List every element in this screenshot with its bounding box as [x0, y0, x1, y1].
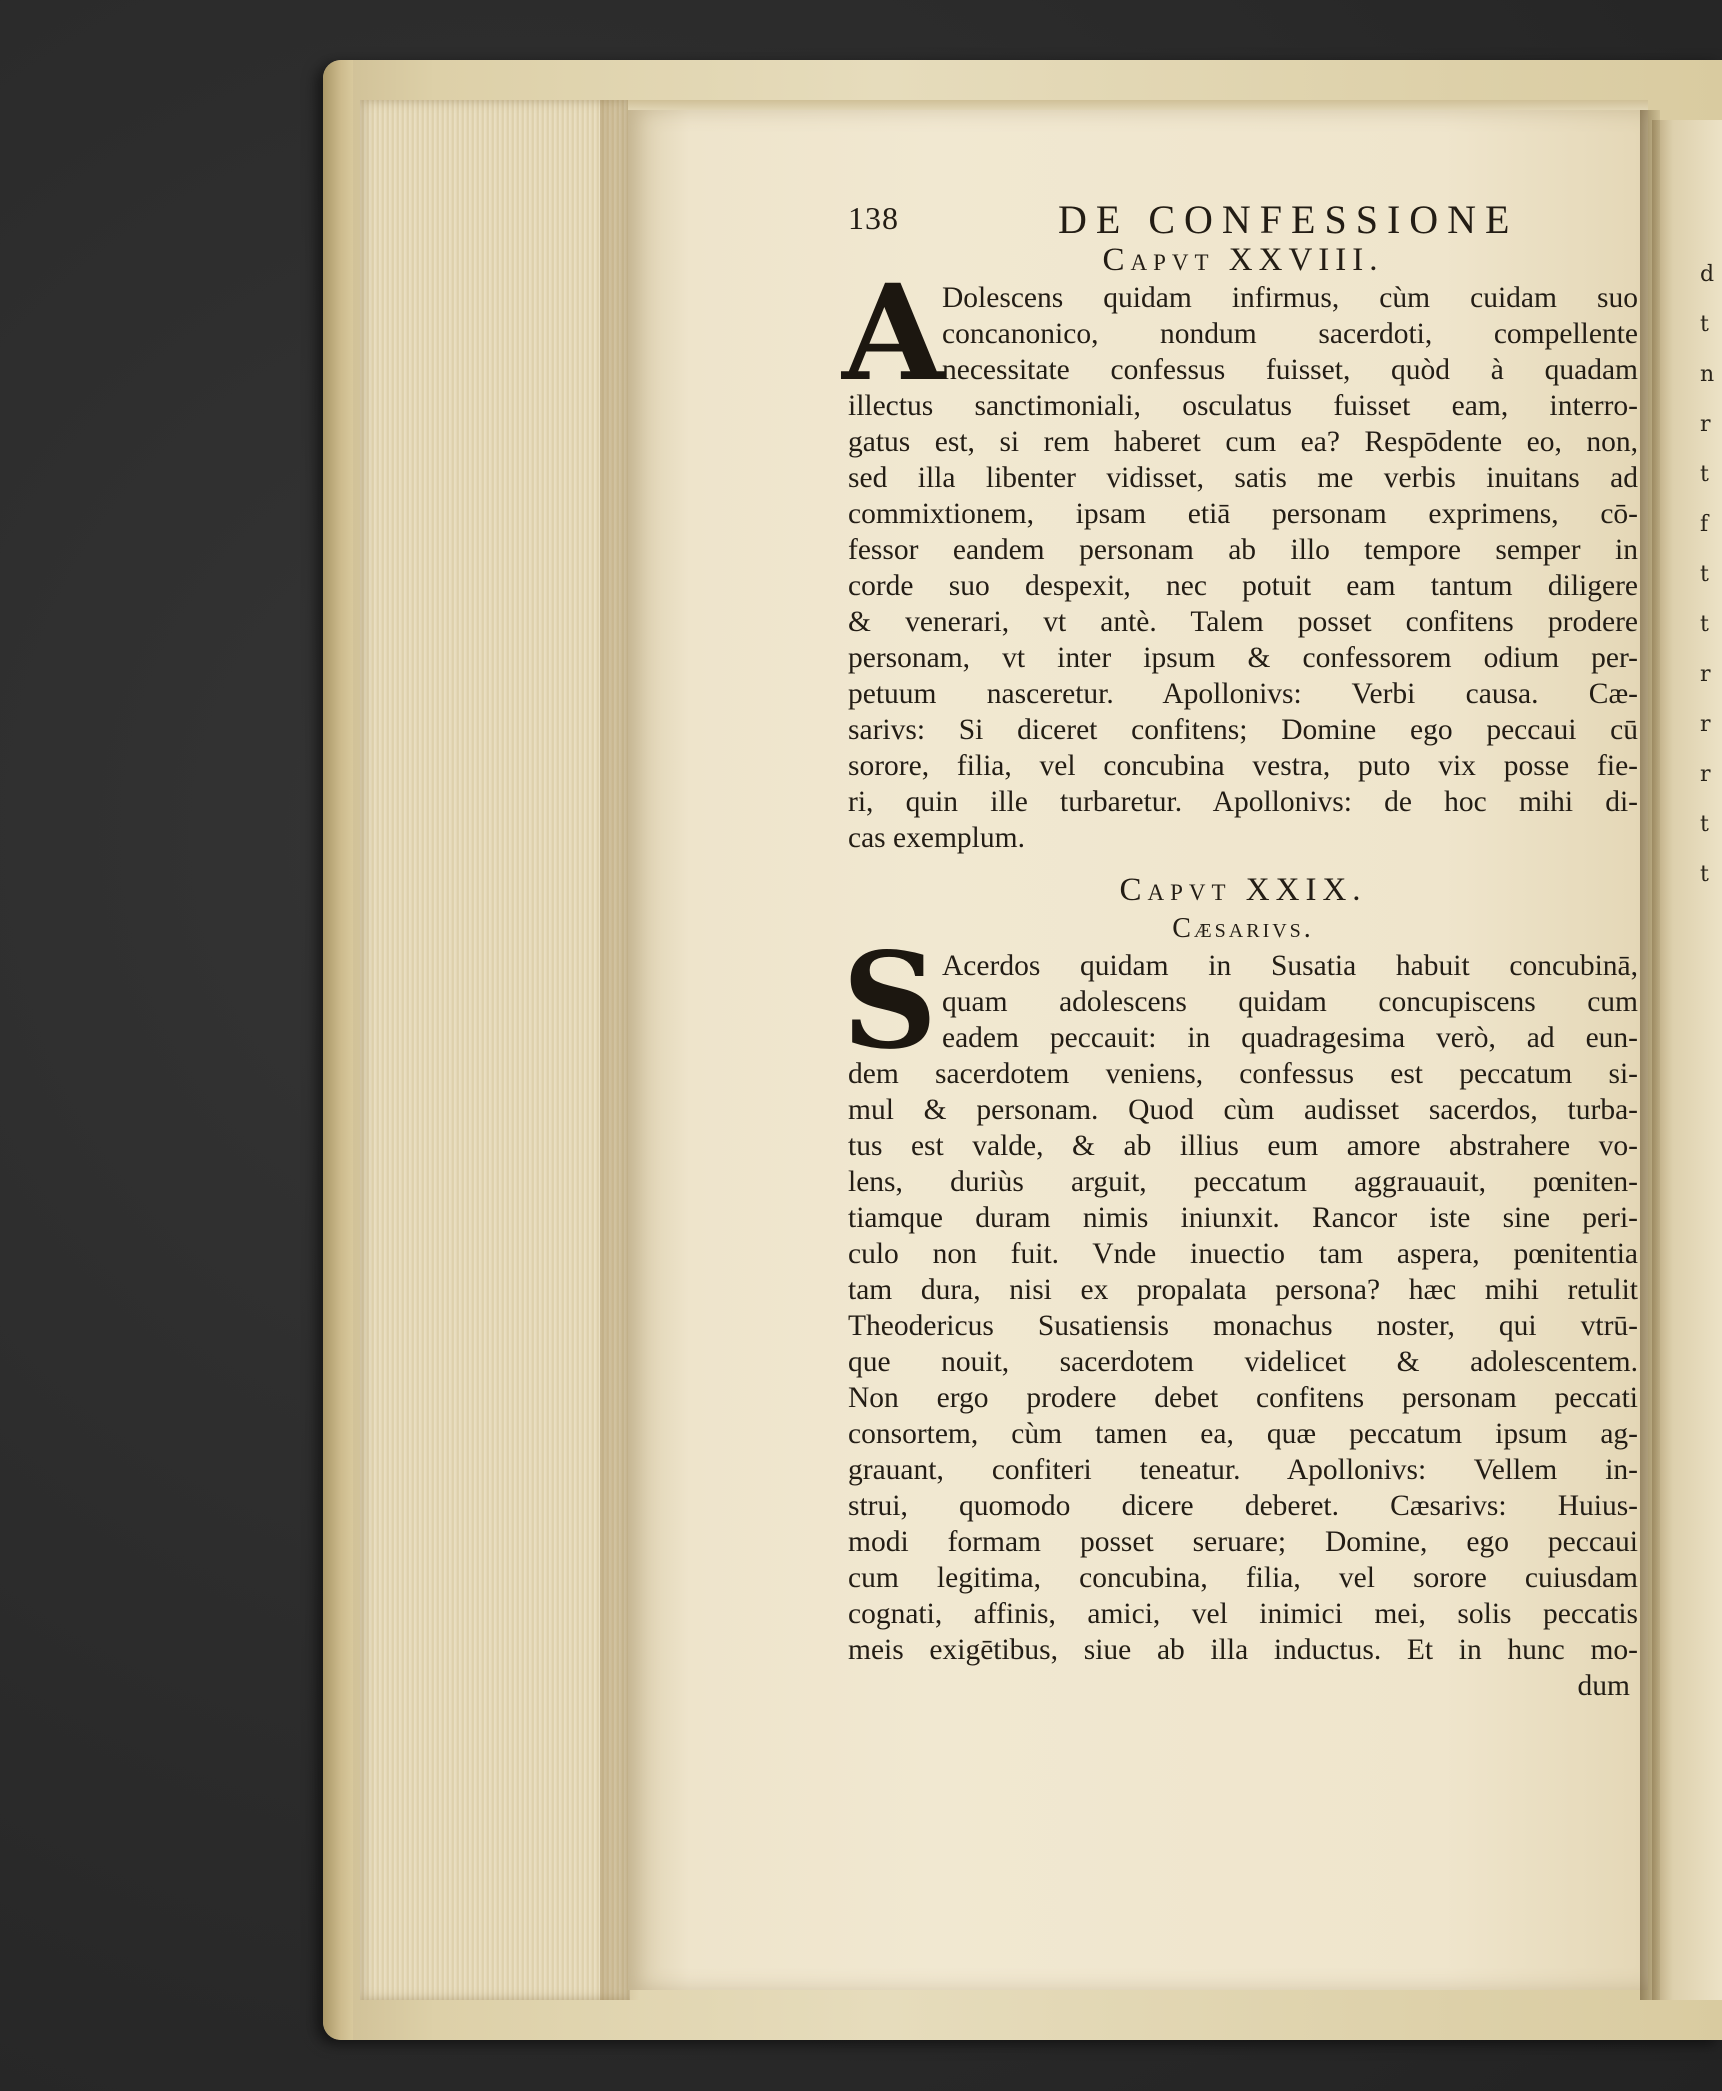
text-line: cognati, affinis, amici, vel inimici mei, solis peccatis [848, 1598, 1638, 1630]
text-line: que nouit, sacerdotem videlicet & adolescentem. [848, 1346, 1638, 1378]
text-line: concanonico, nondum sacerdoti, compellente [942, 318, 1638, 350]
speaker-heading: Cæsarivs. [1172, 913, 1314, 944]
text-line: modi formam posset seruare; Domine, ego peccaui [848, 1526, 1638, 1558]
text-line: strui, quomodo dicere deberet. Cæsarivs: Huius- [848, 1490, 1638, 1522]
text-line: Acerdos quidam in Susatia habuit concubinā, [942, 950, 1638, 982]
text-line: petuum nasceretur. Apollonivs: Verbi causa. Cæ- [848, 678, 1638, 710]
text-line: illectus sanctimoniali, osculatus fuisset eam, interro- [848, 390, 1638, 422]
text-line: & venerari, vt antè. Talem posset confitens prodere [848, 606, 1638, 638]
text-line: commixtionem, ipsam etiā personam exprimens, cō- [848, 498, 1638, 530]
text-line: eadem peccauit: in quadragesima verò, ad eun- [942, 1022, 1638, 1054]
facing-letter: t [1700, 612, 1709, 637]
facing-letter: t [1700, 462, 1709, 487]
chapter-heading-28: Capvt XXVIII. [1102, 242, 1384, 278]
text-line: sorore, filia, vel concubina vestra, puto vix posse fie- [848, 750, 1638, 782]
drop-cap-s: S [842, 924, 938, 1079]
facing-letter: t [1700, 812, 1709, 837]
text-line: lens, duriùs arguit, peccatum aggrauauit, pœniten- [848, 1166, 1638, 1198]
text-line: fessor eandem personam ab illo tempore semper in [848, 534, 1638, 566]
text-line: tiamque duram nimis iniunxit. Rancor iste sine peri- [848, 1202, 1638, 1234]
text-line: quam adolescens quidam concupiscens cum [942, 986, 1638, 1018]
page-text [842, 196, 1638, 1704]
gutter-shadow [1640, 110, 1660, 2000]
text-line: consortem, cùm tamen ea, quæ peccatum ipsum ag- [848, 1418, 1638, 1450]
running-title: DE CONFESSIONE [1058, 197, 1519, 242]
book-spine-edge [323, 60, 353, 2040]
facing-letter: r [1700, 712, 1711, 737]
text-line: Dolescens quidam infirmus, cùm cuidam suo [942, 282, 1638, 314]
text-line: tus est valde, & ab illius eum amore abstrahere vo- [848, 1130, 1638, 1162]
chapter-heading-29: Capvt XXIX. [1119, 872, 1367, 908]
facing-page-letters [1700, 250, 1722, 900]
text-line: gatus est, si rem haberet cum ea? Respōdente eo, non, [848, 426, 1638, 458]
text-line: mul & personam. Quod cùm audisset sacerdos, turba- [848, 1094, 1638, 1126]
facing-letter: r [1700, 412, 1711, 437]
text-line: personam, vt inter ipsum & confessorem odium per- [848, 642, 1638, 674]
text-line: culo non fuit. Vnde inuectio tam aspera, pœnitentia [848, 1238, 1638, 1270]
facing-letter: t [1700, 312, 1709, 337]
running-head [848, 196, 1638, 240]
catchword: dum [1577, 1670, 1630, 1702]
text-line: cas exemplum. [848, 822, 1025, 854]
text-line: meis exigētibus, siue ab illa inductus. Et in hunc mo- [848, 1634, 1638, 1666]
facing-letter: t [1700, 562, 1709, 587]
facing-letter: r [1700, 662, 1711, 687]
text-line: sed illa libenter vidisset, satis me verbis inuitans ad [848, 462, 1638, 494]
page-edges [360, 100, 630, 2000]
facing-letter: r [1700, 762, 1711, 787]
facing-letter: f [1700, 512, 1709, 537]
text-line: cum legitima, concubina, filia, vel sorore cuiusdam [848, 1562, 1638, 1594]
spacer [848, 856, 1638, 870]
drop-cap-a: A [842, 256, 945, 411]
text-line: Non ergo prodere debet confitens personam peccati [848, 1382, 1638, 1414]
text-line: corde suo despexit, nec potuit eam tantum diligere [848, 570, 1638, 602]
text-line: Theodericus Susatiensis monachus noster, qui vtrū- [848, 1310, 1638, 1342]
page-number: 138 [848, 200, 899, 236]
text-line: tam dura, nisi ex propalata persona? hæc mihi retulit [848, 1274, 1638, 1306]
text-line: dem sacerdotem veniens, confessus est peccatum si- [848, 1058, 1638, 1090]
facing-letter: d [1700, 262, 1715, 287]
text-line: sarivs: Si diceret confitens; Domine ego peccaui cū [848, 714, 1638, 746]
text-line: necessitate confessus fuisset, quòd à quadam [942, 354, 1638, 386]
facing-letter: n [1700, 362, 1715, 387]
chapter-29-text [842, 924, 1638, 1668]
text-line: ri, quin ille turbaretur. Apollonivs: de hoc mihi di- [848, 786, 1638, 818]
text-line: grauant, confiteri teneatur. Apollonivs: Vellem in- [848, 1454, 1638, 1486]
facing-letter: t [1700, 862, 1709, 887]
